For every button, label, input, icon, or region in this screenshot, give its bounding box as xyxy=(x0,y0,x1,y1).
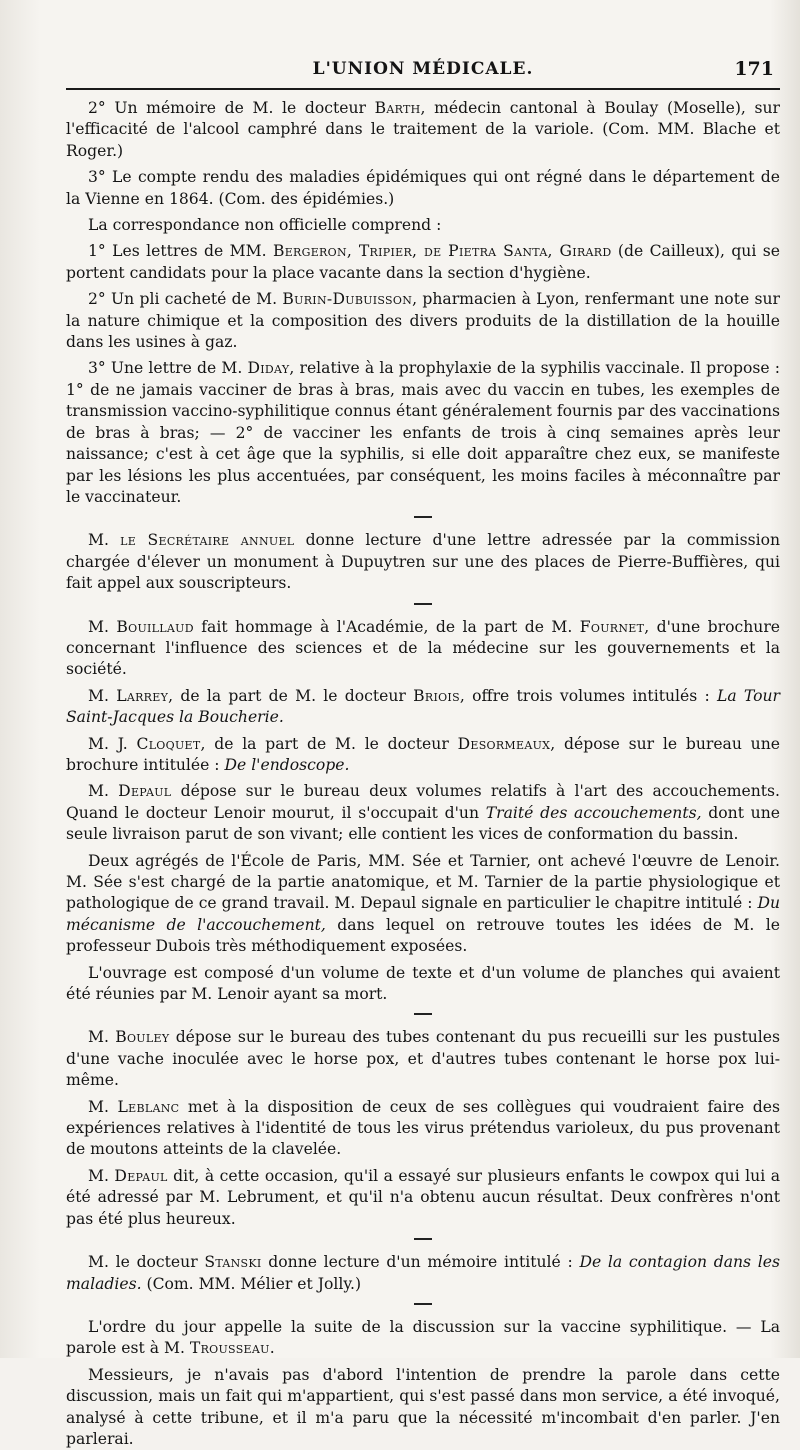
text-run: 2° Un mémoire de M. le docteur xyxy=(88,99,375,117)
text-run: Messieurs, je n'avais pas d'abord l'intention de prendre la parole dans cette discussion, mais un fait qui m'appartient, qui s'est passé dans mon service, a été invoqué, analysé à cette tribune, et il m'a paru que la nécessité m'incombait d'en parler. J'en parlerai. xyxy=(66,1365,780,1448)
person-name: Fournet xyxy=(579,617,645,636)
text-run: , offre trois volumes intitulés : xyxy=(459,686,717,705)
paragraph-p6 xyxy=(66,358,780,508)
body-text xyxy=(66,98,780,1450)
person-name: le Secrétaire annuel xyxy=(120,531,295,550)
text-run: . xyxy=(269,1339,275,1358)
paragraph-p14 xyxy=(66,1027,780,1091)
text-run: M. xyxy=(88,1097,118,1116)
person-name: Trousseau xyxy=(189,1339,270,1358)
page-number: 171 xyxy=(734,58,774,80)
paragraph-p12 xyxy=(66,851,780,958)
text-run: dépose sur le bureau deux volumes relatifs à l'art des accouchements. Quand le docteur Lenoir mourut, il s'occupait d'un xyxy=(66,782,780,822)
person-name: Larrey xyxy=(116,686,169,705)
person-name: Stanski xyxy=(204,1253,262,1272)
work-title: Traité des accouchements, xyxy=(485,803,702,822)
person-name: Leblanc xyxy=(117,1097,180,1116)
text-run: M. xyxy=(88,1028,116,1047)
text-run: donne lecture d'un mémoire intitulé : xyxy=(261,1253,580,1272)
paragraph-p17 xyxy=(66,1252,780,1295)
section-separator xyxy=(414,1238,432,1240)
header-rule xyxy=(66,88,780,90)
person-name: Diday xyxy=(247,359,290,378)
person-name: Depaul xyxy=(118,782,172,801)
paragraph-p18 xyxy=(66,1317,780,1360)
paragraph-p11 xyxy=(66,781,780,845)
text-run: M. xyxy=(88,686,117,705)
paragraph-p3 xyxy=(66,215,780,236)
work-title: La Tour Saint-Jacques la Boucherie. xyxy=(66,686,780,727)
paragraph-p7 xyxy=(66,530,780,594)
text-run: M. xyxy=(88,531,121,550)
text-run: fait hommage à l'Académie, de la part de M. xyxy=(193,617,580,636)
person-name: Burin-Dubuisson xyxy=(282,290,413,309)
person-name: Bouillaud xyxy=(116,617,194,636)
section-separator xyxy=(414,516,432,518)
text-run: , dépose sur le bureau une brochure intitulée : xyxy=(66,734,780,774)
person-name: Depaul xyxy=(114,1166,168,1185)
person-name: Briois xyxy=(413,686,460,705)
text-run: , relative à la prophylaxie de la syphilis vaccinale. Il propose : 1° de ne jamais vacciner de bras à bras, mais avec du vaccin en tubes, les exemples de transmission vaccino-syphilitique connus étant généralement fournis par des vaccinations de bras à bras; — 2° de vacciner les enfants de trois à cinq semaines après leur naissance; c'est à cet âge que la syphilis, si elle doit apparaître chez eux, se manifeste par les lésions les plus accentuées, par conséquent, les moins faciles à méconnaître par le vaccinateur. xyxy=(66,359,780,506)
text-run: dépose sur le bureau des tubes contenant du pus recueilli sur les pustules d'une vache inoculée avec le horse pox, et d'autres tubes contenant le horse pox lui-même. xyxy=(66,1028,780,1090)
section-separator xyxy=(414,1013,432,1015)
text-run: 3° Une lettre de M. xyxy=(88,359,248,378)
paragraph-p15 xyxy=(66,1097,780,1161)
text-run: L'ouvrage est composé d'un volume de texte et d'un volume de planches qui avaient été réunies par M. Lenoir ayant sa mort. xyxy=(66,963,780,1004)
text-run: 1° Les lettres de MM. xyxy=(88,242,273,261)
text-run: dont une seule livraison parut de son vivant; elle contient les vices de conformation du bassin. xyxy=(66,803,780,844)
text-run: 3° Le compte rendu des maladies épidémiques qui ont régné dans le département de la Vienne en 1864. (Com. des épidémies.) xyxy=(66,168,780,208)
paragraph-p9 xyxy=(66,686,780,729)
text-run: Deux agrégés de l'École de Paris, MM. Sée et Tarnier, ont achevé l'œuvre de Lenoir. M. Sée s'est chargé de la partie anatomique, et M. Tarnier de la partie physiologique et pathologique de ce grand travail. M. Depaul signale en particulier le chapitre intitulé : xyxy=(66,851,780,913)
person-name: Bergeron, Tripier, de Pietra Santa, Girard xyxy=(272,242,612,261)
work-title: Du mécanisme de l'accouchement, xyxy=(66,894,780,934)
text-run: met à la disposition de ceux de ses collègues qui voudraient faire des expériences relatives à l'identité de tous les virus prétendus varioleux, du pus provenant de moutons atteints de la clavelée. xyxy=(66,1097,780,1159)
person-name: Cloquet xyxy=(136,734,201,753)
paragraph-p5 xyxy=(66,289,780,353)
section-separator xyxy=(414,603,432,605)
text-run: 2° Un pli cacheté de M. xyxy=(88,290,283,309)
paragraph-p2 xyxy=(66,167,780,210)
paragraph-p19 xyxy=(66,1365,780,1450)
text-run: L'ordre du jour appelle la suite de la discussion sur la vaccine syphilitique. — La parole est à M. xyxy=(66,1317,780,1358)
text-run: dit, à cette occasion, qu'il a essayé sur plusieurs enfants le cowpox qui lui a été adressé par M. Lebrument, et qu'il n'a obtenu aucun résultat. Deux confrères n'ont pas été plus heureux. xyxy=(66,1166,780,1228)
paragraph-p1 xyxy=(66,98,780,162)
section-separator xyxy=(414,1303,432,1305)
paragraph-p8 xyxy=(66,617,780,681)
text-run: (Com. MM. Mélier et Jolly.) xyxy=(141,1274,362,1293)
running-title: L'UNION MÉDICALE. xyxy=(312,59,534,79)
paragraph-p13 xyxy=(66,963,780,1006)
person-name: Bouley xyxy=(115,1028,170,1047)
text-run: , pharmacien à Lyon, renfermant une note sur la nature chimique et la composition des divers produits de la distillation de la houille dans les usines à gaz. xyxy=(66,290,781,352)
page-header xyxy=(66,52,780,86)
text-run: M. J. xyxy=(88,734,137,753)
person-name: Barth xyxy=(374,99,421,117)
text-run: M. xyxy=(88,1166,115,1185)
text-run: dans lequel on retrouve toutes les idées de M. le professeur Dubois très méthodiquement exposées. xyxy=(66,915,780,956)
paragraph-p10 xyxy=(66,734,780,777)
paragraph-p16 xyxy=(66,1166,780,1230)
text-run: (de Cailleux), qui se portent candidats pour la place vacante dans la section d'hygiène. xyxy=(66,242,780,282)
text-run: donne lecture d'une lettre adressée par la commission chargée d'élever un monument à Dupuytren sur une des places de Pierre-Buffières, qui fait appel aux souscripteurs. xyxy=(66,531,781,593)
paragraph-p4 xyxy=(66,241,780,284)
text-run: M. xyxy=(88,782,119,801)
work-title: De la contagion dans les maladies. xyxy=(66,1253,780,1293)
text-run: , médecin cantonal à Boulay (Moselle), sur l'efficacité de l'alcool camphré dans le traitement de la variole. (Com. MM. Blache et Roger.) xyxy=(66,99,780,160)
person-name: Desormeaux xyxy=(457,734,551,753)
text-run: La correspondance non officielle comprend : xyxy=(88,216,442,235)
text-run: , de la part de M. le docteur xyxy=(168,686,414,705)
work-title: De l'endoscope. xyxy=(224,755,350,774)
text-run: , d'une brochure concernant l'influence des sciences et de la médecine sur les gouvernements et la société. xyxy=(66,617,781,679)
text-run: M. le docteur xyxy=(88,1253,205,1272)
text-run: , de la part de M. le docteur xyxy=(200,734,458,753)
text-run: M. xyxy=(88,617,117,636)
